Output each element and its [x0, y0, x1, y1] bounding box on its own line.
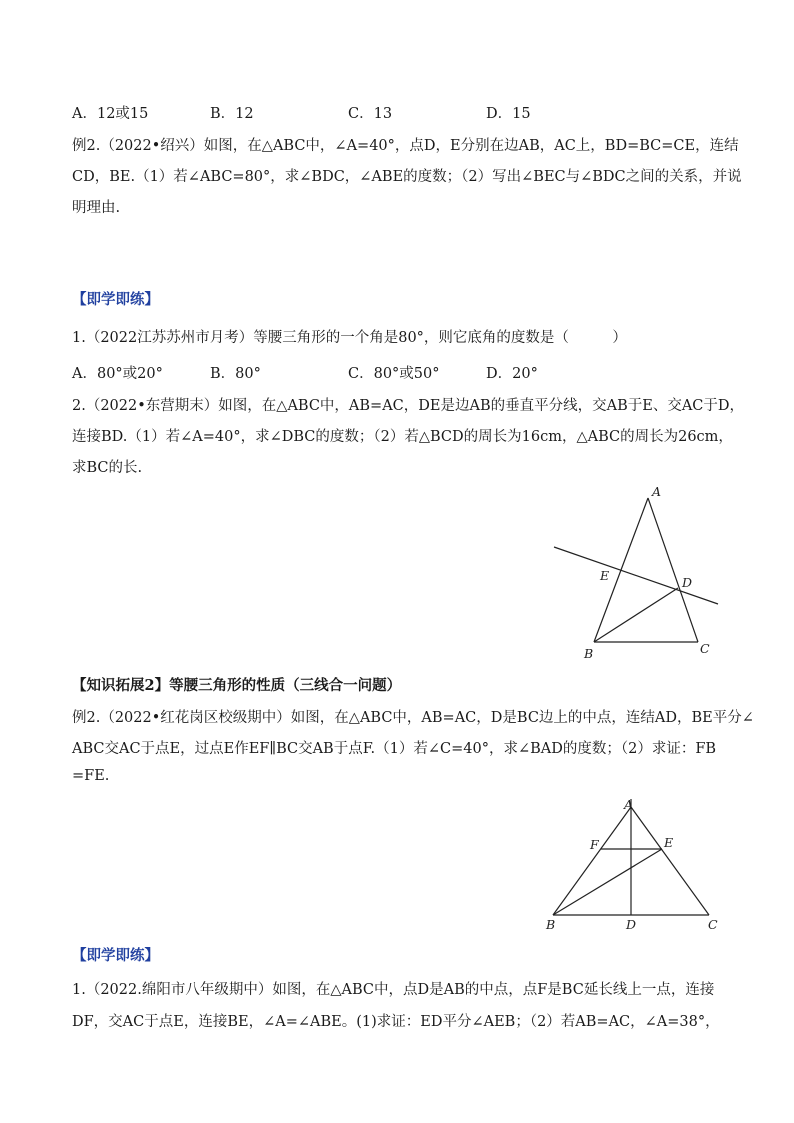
- label-d: D: [682, 575, 693, 590]
- label-b: B: [546, 917, 556, 932]
- segment-ab: [553, 807, 631, 915]
- extension2-line3: =FE.: [72, 768, 110, 784]
- segment-bd: [594, 588, 678, 642]
- extension2-line2: ABC交AC于点E，过点E作EF∥BC交AB于点F.（1）若∠C=40°，求∠BAD的度数；（2）求证：FB: [72, 741, 717, 757]
- example2a-line1: 例2.（2022•绍兴）如图，在△ABC中，∠A=40°，点D，E分别在边AB，AC上，BD=BC=CE，连结: [72, 138, 739, 154]
- label-a: A: [652, 484, 662, 499]
- practice1-q2-line3: 求BC的长.: [72, 460, 143, 476]
- label-d: D: [626, 917, 637, 932]
- label-c: C: [708, 917, 718, 932]
- label-e: E: [664, 835, 674, 850]
- practice2-heading: 【即学即练】: [72, 947, 159, 964]
- label-c: C: [700, 641, 710, 656]
- option-d: D．15: [486, 106, 531, 122]
- label-f: F: [590, 837, 599, 852]
- practice1-q2-line2: 连接BD.（1）若∠A=40°，求∠DBC的度数；（2）若△BCD的周长为16cm，△ABC的周长为26cm，: [72, 429, 733, 445]
- triangle-figure-1: [540, 480, 740, 665]
- option-a: A．12或15: [72, 106, 149, 122]
- practice1-heading: 【即学即练】: [72, 291, 159, 308]
- practice1-q2-line1: 2.（2022•东营期末）如图，在△ABC中，AB=AC，DE是边AB的垂直平分线，交AB于E、交AC于D，: [72, 398, 745, 414]
- example2a-line2: CD，BE.（1）若∠ABC=80°，求∠BDC，∠ABE的度数；（2）写出∠BEC与∠BDC之间的关系，并说: [72, 169, 742, 185]
- label-a: A: [624, 797, 634, 812]
- practice2-line2: DF，交AC于点E，连接BE，∠A=∠ABE。(1)求证：ED平分∠AEB；（2）若AB=AC，∠A=38°，: [72, 1014, 720, 1030]
- q1-option-c: C．80°或50°: [348, 366, 440, 382]
- option-b: B．12: [210, 106, 254, 122]
- practice2-line1: 1.（2022.绵阳市八年级期中）如图，在△ABC中，点D是AB的中点，点F是BC延长线上一点，连接: [72, 982, 715, 998]
- q1-option-a: A．80°或20°: [72, 366, 163, 382]
- practice1-q1: 1.（2022江苏苏州市月考）等腰三角形的一个角是80°，则它底角的度数是（ ）: [72, 330, 627, 346]
- perpendicular-bisector-line: [554, 547, 718, 604]
- extension2-heading: 【知识拓展2】等腰三角形的性质（三线合一问题）: [72, 677, 402, 694]
- extension2-line1: 例2.（2022•红花岗区校级期中）如图，在△ABC中，AB=AC，D是BC边上的中点，连结AD，BE平分∠: [72, 710, 754, 726]
- segment-ac: [648, 498, 698, 642]
- label-e: E: [600, 568, 610, 583]
- q1-option-d: D．20°: [486, 366, 538, 382]
- q1-option-b: B．80°: [210, 366, 261, 382]
- option-c: C．13: [348, 106, 393, 122]
- segment-be: [553, 849, 662, 915]
- triangle-figure-2: [540, 795, 740, 940]
- label-b: B: [584, 646, 594, 661]
- example2a-line3: 明理由.: [72, 200, 121, 216]
